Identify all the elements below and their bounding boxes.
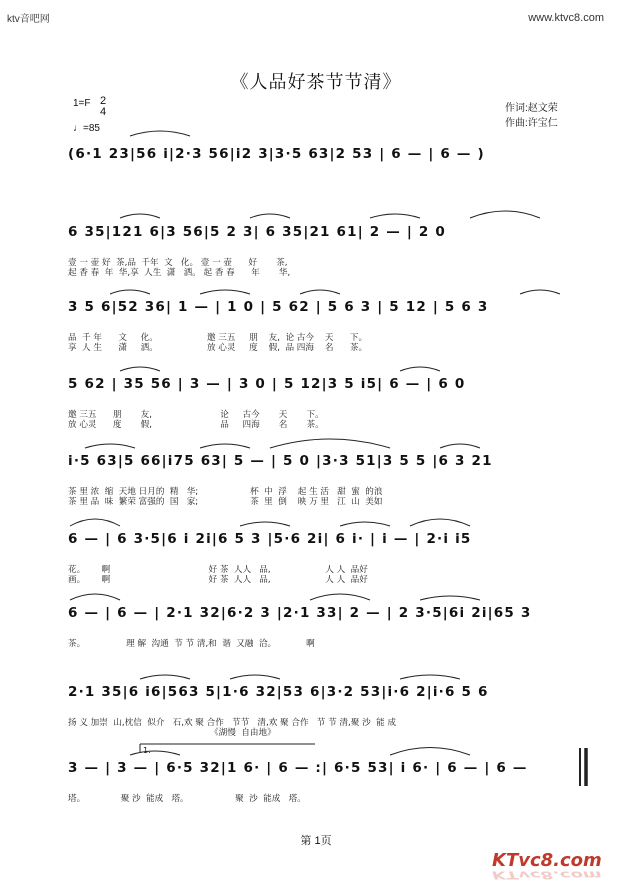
slur-mark bbox=[130, 751, 180, 755]
brand-logo bbox=[488, 842, 610, 882]
logo-reflection: KTvc8.com bbox=[492, 868, 602, 882]
lyrics-verse-2: 享 人 生 潇 洒。 放 心灵 度 假, 品 四海 名 茶。 bbox=[68, 343, 368, 353]
slur-mark bbox=[140, 675, 190, 679]
slur-mark bbox=[410, 519, 470, 526]
slur-mark bbox=[110, 290, 150, 294]
lyrics-verse-2: 画。 啊 好 茶 人人 品, 人 人 品好 bbox=[68, 575, 368, 585]
slur-mark bbox=[130, 131, 190, 136]
slur-mark bbox=[85, 444, 135, 448]
lyrics-verse-2: 茶 里 品 味 繁荣 富强的 国 家; 茶 里 倒 映 万 里 江 山 美如 bbox=[68, 497, 383, 507]
slur-mark bbox=[520, 290, 560, 294]
notation-line: 6 — | 6 3·5|6 i 2i|6 5 3 |5·6 2i| 6 i· | i — | 2·i i5 bbox=[68, 531, 472, 547]
meter-top: 2 bbox=[100, 95, 107, 107]
meter-bottom: 4 bbox=[100, 106, 107, 118]
slur-mark bbox=[240, 522, 290, 526]
volta-label: 1. bbox=[143, 746, 151, 755]
lyrics-verse-1: 茶。 理 解 沟通 节 节 清,和 谐 又融 洽。 啊 bbox=[68, 639, 315, 649]
page-number: 第 1页 bbox=[300, 835, 332, 847]
tempo-value: =85 bbox=[83, 123, 100, 134]
notation-line: 2·1 35|6 i6|563 5|1·6 32|53 6|3·2 53|i·6 2|i·6 5 6 bbox=[68, 684, 489, 700]
slur-mark bbox=[400, 367, 440, 371]
slur-mark bbox=[470, 211, 540, 218]
slur-mark bbox=[270, 439, 390, 448]
logo-text: KTvc8.com bbox=[492, 850, 602, 871]
slur-mark bbox=[230, 675, 280, 679]
slur-mark bbox=[250, 214, 290, 218]
slur-mark bbox=[440, 444, 480, 448]
slur-mark bbox=[370, 214, 420, 218]
slur-mark bbox=[70, 519, 120, 526]
slur-mark bbox=[400, 675, 460, 679]
slur-mark bbox=[70, 594, 120, 600]
notation-line: 6 — | 6 — | 2·1 32|6·2 3 |2·1 33| 2 — | 2 3·5|6i 2i|65 3 bbox=[68, 605, 532, 621]
slur-mark bbox=[420, 596, 480, 600]
slur-mark bbox=[340, 522, 390, 526]
site-url-right[interactable]: www.ktvc8.com bbox=[528, 12, 604, 24]
lyrics-verse-1: 邀 三五 朋 友, 论 古今 天 下。 bbox=[68, 410, 324, 420]
notation-line: 3 — | 3 — | 6·5 32|1 6· | 6 — :| 6·5 53| i 6· | 6 — | 6 — bbox=[68, 760, 528, 776]
notation-line: (6·1 23|56 i|2·3 56|i2 3|3·5 63|2 53 | 6 — | 6 — ) bbox=[68, 146, 485, 162]
notation-line: i·5 63|5 66|i75 63| 5 — | 5 0 |3·3 51|3 5 5 |6 3 21 bbox=[68, 453, 493, 469]
slur-mark bbox=[200, 290, 250, 294]
notation-line: 3 5 6|52 36| 1 — | 1 0 | 5 62 | 5 6 3 | 5 12 | 5 6 3 bbox=[68, 299, 489, 315]
lyrics-verse-1: 塔。 聚 沙 能成 塔。 聚 沙 能成 塔。 bbox=[68, 794, 306, 804]
slur-mark bbox=[120, 214, 160, 218]
song-title: 《人品好茶节节清》 bbox=[230, 72, 402, 93]
notation-line: 5 62 | 35 56 | 3 — | 3 0 | 5 12|3 5 i5| 6 — | 6 0 bbox=[68, 376, 466, 392]
slur-mark bbox=[310, 594, 370, 600]
lyrics-verse-2: 放 心灵 度 假, 品 四海 名 茶。 bbox=[68, 420, 324, 430]
key-signature: 1=F bbox=[73, 98, 91, 109]
site-name-left: ktv音吧网 bbox=[7, 14, 50, 25]
slur-mark bbox=[300, 290, 340, 294]
composer: 作曲:许宝仁 bbox=[505, 118, 558, 129]
lyrics-verse-1: 扬 义 加崇 山,枕信 似介 石,欢 聚 合作 节节 清,欢 聚 合作 节 节 清,聚 沙 能 成 bbox=[68, 718, 397, 728]
slur-mark bbox=[200, 444, 250, 448]
lyrics-verse-1: 茶 里 浓 缩 天地 日月的 精 华; 杯 中 浮 起 生 活 甜 蜜 的浪 bbox=[68, 487, 383, 497]
notation-line: 6 35|121 6|3 56|5 2 3| 6 35|21 61| 2 — | 2 0 bbox=[68, 224, 446, 240]
lyricist: 作词:赵文荣 bbox=[505, 103, 558, 114]
lyrics-verse-1: 壹 一 壶 好 茶,品 千年 文 化。 壹 一 壶 好 茶, bbox=[68, 258, 288, 268]
lyrics-verse-2: 起 香 春 年 华,享 人生 潇 洒。 起 香 春 年 华, bbox=[68, 268, 291, 278]
lyrics-verse-1: 花。 啊 好 茶 人人 品, 人 人 品好 bbox=[68, 565, 368, 575]
slur-mark bbox=[120, 367, 160, 371]
lyrics-verse-1: 品 千 年 文 化。 邀 三五 朋 友, 论 古今 天 下。 bbox=[68, 333, 368, 343]
slur-mark bbox=[390, 748, 470, 756]
lyrics-annotation: 《湖慢 自由地》 bbox=[68, 728, 276, 738]
quarter-note-icon: ♩ bbox=[73, 123, 83, 134]
